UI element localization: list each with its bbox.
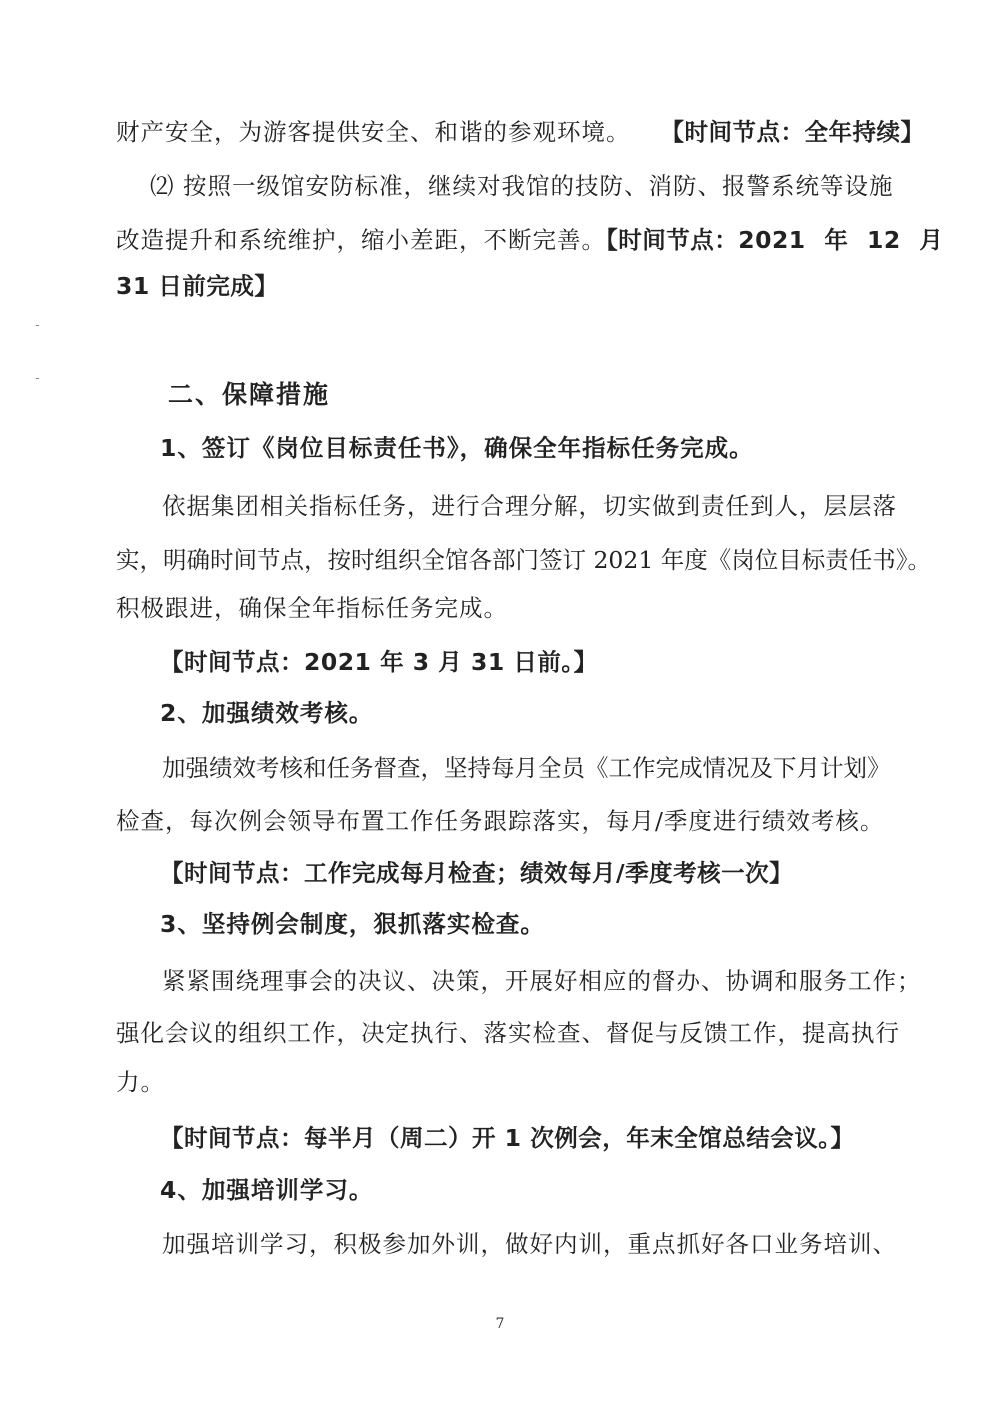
item-title: 3、坚持例会制度，狠抓落实检查。 bbox=[160, 910, 545, 938]
paragraph-line: 实，明确时间节点，按时组织全馆各部门签订 2021 年度《岗位目标责任书》。 bbox=[116, 546, 931, 574]
paragraph-line: 加强培训学习，积极参加外训，做好内训，重点抓好各口业务培训、 bbox=[162, 1230, 897, 1258]
page-number: 7 bbox=[495, 1316, 505, 1332]
time-node: 【时间节点：每半月（周二）开 1 次例会，年末全馆总结会议。】 bbox=[160, 1124, 855, 1152]
paragraph-line bbox=[116, 118, 925, 146]
paragraph-line: 检查，每次例会领导布置工作任务跟踪落实，每月/季度进行绩效考核。 bbox=[116, 807, 885, 835]
paragraph-text: 财产安全，为游客提供安全、和谐的参观环境。 bbox=[116, 118, 631, 146]
time-node: 【时间节点：全年持续】 bbox=[660, 118, 925, 146]
item-title: 4、加强培训学习。 bbox=[160, 1176, 374, 1204]
time-node: 【时间节点：工作完成每月检查；绩效每月/季度考核一次】 bbox=[160, 859, 794, 887]
time-node: 【时间节点：2021 年 3 月 31 日前。】 bbox=[160, 648, 598, 676]
section-heading: 二、保障措施 bbox=[168, 380, 331, 409]
paragraph-line: 依据集团相关指标任务，进行合理分解，切实做到责任到人，层层落 bbox=[162, 492, 897, 520]
paragraph-line: 加强绩效考核和任务督查，坚持每月全员《工作完成情况及下月计划》 bbox=[162, 754, 891, 782]
time-node: 31 日前完成】 bbox=[116, 272, 279, 300]
scan-speck bbox=[36, 325, 39, 326]
item-title: 2、加强绩效考核。 bbox=[160, 699, 374, 727]
paragraph-line: 强化会议的组织工作，决定执行、落实检查、督促与反馈工作，提高执行 bbox=[116, 1019, 900, 1047]
item-title: 1、签订《岗位目标责任书》，确保全年指标任务完成。 bbox=[160, 434, 754, 462]
scan-speck bbox=[36, 378, 39, 379]
paragraph-line: 积极跟进，确保全年指标任务完成。 bbox=[116, 594, 508, 622]
paragraph-line bbox=[116, 226, 944, 254]
paragraph-line: ⑵ 按照一级馆安防标准，继续对我馆的技防、消防、报警系统等设施 bbox=[150, 172, 894, 200]
time-node: 【时间节点：2021 年 12 月 bbox=[606, 226, 944, 254]
paragraph-text: 改造提升和系统维护，缩小差距，不断完善。 bbox=[116, 226, 606, 254]
paragraph-line: 力。 bbox=[116, 1068, 165, 1096]
paragraph-line: 紧紧围绕理事会的决议、决策，开展好相应的督办、协调和服务工作； bbox=[162, 967, 922, 995]
